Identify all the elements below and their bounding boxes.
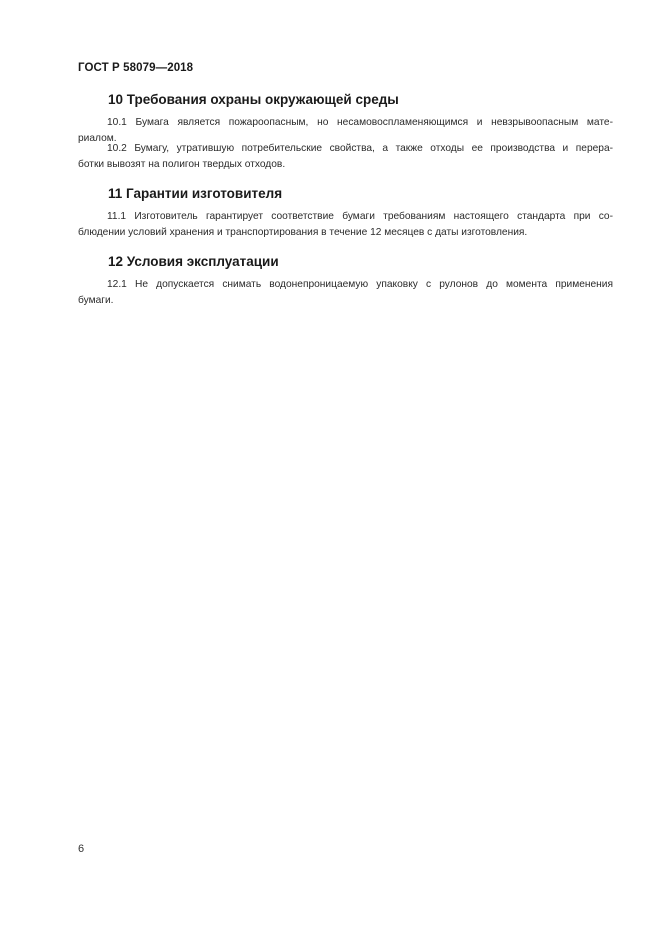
section-12-title: 12 Условия эксплуатации — [108, 254, 279, 269]
paragraph-line: ботки вывозят на полигон твердых отходов. — [78, 158, 286, 170]
paragraph-line: 11.1 Изготовитель гарантирует соответствие бумаги требованиям настоящего стандарта при со- — [107, 211, 613, 222]
section-10-title: 10 Требования охраны окружающей среды — [108, 92, 399, 107]
page-header: ГОСТ Р 58079—2018 — [78, 62, 194, 74]
paragraph-line: 12.1 Не допускается снимать водонепроницаемую упаковку с рулонов до момента применения — [107, 279, 613, 290]
paragraph-line: бумаги. — [78, 294, 114, 306]
paragraph-line: блюдении условий хранения и транспортирования в течение 12 месяцев с даты изготовления. — [78, 226, 528, 238]
paragraph-11-1 — [78, 209, 613, 240]
paragraph-10-2 — [78, 141, 613, 172]
paragraph-12-1 — [78, 277, 613, 308]
paragraph-line: 10.2 Бумагу, утратившую потребительские свойства, а также отходы ее производства и перера- — [107, 143, 613, 154]
paragraph-line: 10.1 Бумага является пожароопасным, но несамовоспламеняющимся и невзрывоопасным мате- — [107, 117, 613, 128]
paragraph-line: риалом. — [78, 132, 117, 144]
page-number: 6 — [78, 843, 85, 855]
section-11-title: 11 Гарантии изготовителя — [108, 186, 283, 201]
